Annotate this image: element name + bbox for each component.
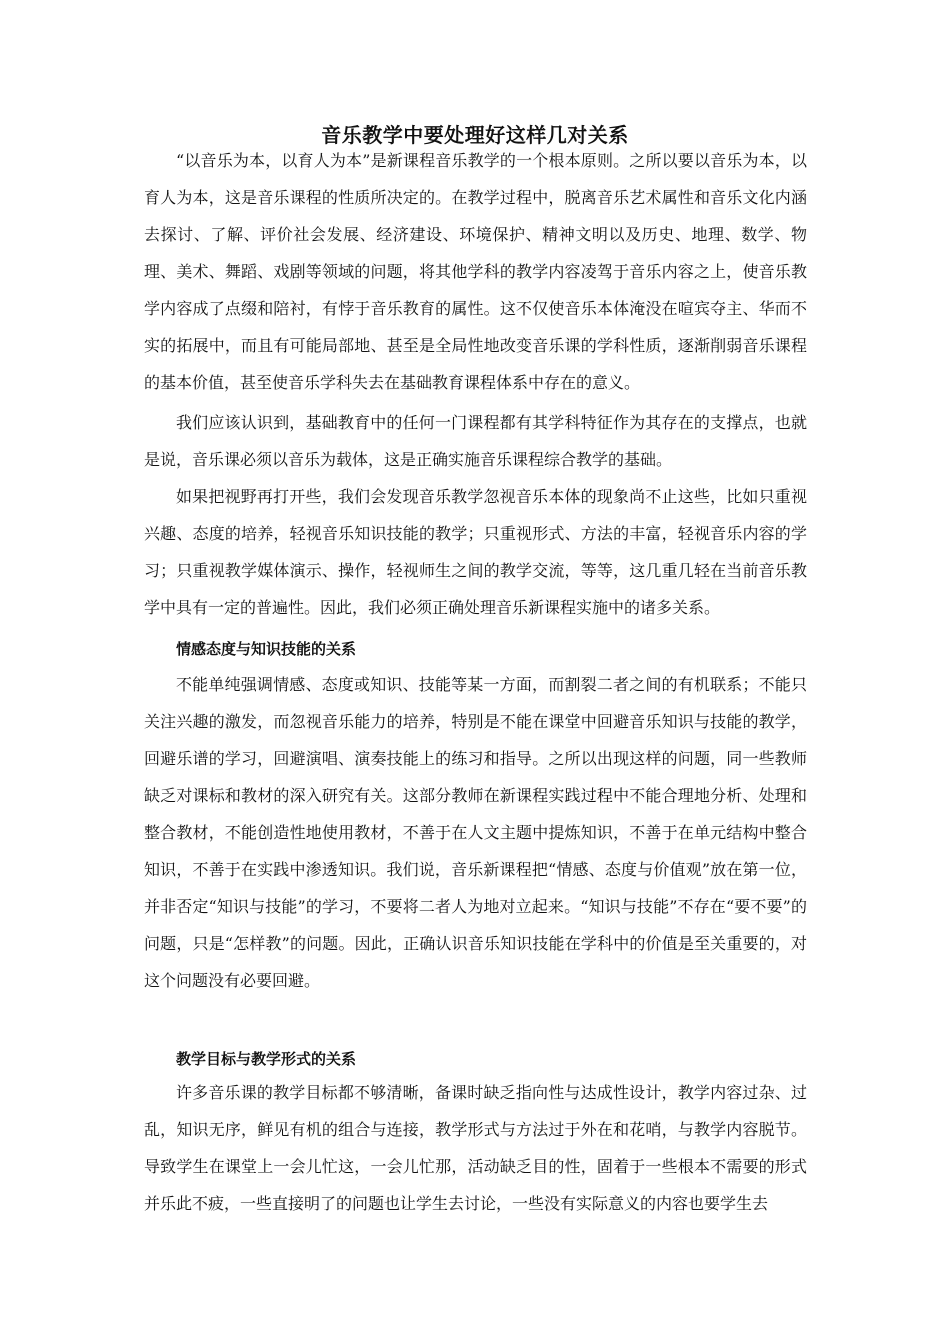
- intro-paragraph-2: 我们应该认识到，基础教育中的任何一门课程都有其学科特征作为其存在的支撑点，也就是说，音乐课必须以音乐为载体，这是正确实施音乐课程综合教学的基础。: [144, 413, 807, 469]
- document-title: 音乐教学中要处理好这样几对关系: [321, 123, 629, 147]
- intro-paragraph-1: “以音乐为本，以育人为本”是新课程音乐教学的一个根本原则。之所以要以音乐为本，以育人为本，这是音乐课程的性质所决定的。在教学过程中，脱离音乐艺术属性和音乐文化内涵去探讨、了解、评价社会发展、经济建设、环境保护、精神文明以及历史、地理、数学、物理、美术、舞蹈、戏剧等领域的问题，将其他学科的教学内容凌驾于音乐内容之上，使音乐教学内容成了点缀和陪衬，有悖于音乐教育的属性。这不仅使音乐本体淹没在喧宾夺主、华而不实的拓展中，而且有可能局部地、甚至是全局性地改变音乐课的学科性质，逐渐削弱音乐课程的基本价值，甚至使音乐学科失去在基础教育课程体系中存在的意义。: [144, 151, 807, 392]
- section-heading-emotion-skill: 情感态度与知识技能的关系: [176, 640, 357, 658]
- section-heading-goal-form: 教学目标与教学形式的关系: [176, 1050, 357, 1068]
- section-paragraph-goal-form: 许多音乐课的教学目标都不够清晰，备课时缺乏指向性与达成性设计，教学内容过杂、过乱，知识无序，鲜见有机的组合与连接，教学形式与方法过于外在和花哨，与教学内容脱节。导致学生在课堂上一会儿忙这，一会儿忙那，活动缺乏目的性，固着于一些根本不需要的形式并乐此不疲，一些直接明了的问题也让学生去讨论，一些没有实际意义的内容也要学生去: [144, 1083, 807, 1213]
- section-paragraph-emotion-skill: 不能单纯强调情感、态度或知识、技能等某一方面，而割裂二者之间的有机联系；不能只关注兴趣的激发，而忽视音乐能力的培养，特别是不能在课堂中回避音乐知识与技能的教学，回避乐谱的学习，回避演唱、演奏技能上的练习和指导。之所以出现这样的问题，同一些教师缺乏对课标和教材的深入研究有关。这部分教师在新课程实践过程中不能合理地分析、处理和整合教材，不能创造性地使用教材，不善于在人文主题中提炼知识，不善于在单元结构中整合知识，不善于在实践中渗透知识。我们说，音乐新课程把“情感、态度与价值观”放在第一位，并非否定“知识与技能”的学习，不要将二者人为地对立起来。“知识与技能”不存在“要不要”的问题，只是“怎样教”的问题。因此，正确认识音乐知识技能在学科中的价值是至关重要的，对这个问题没有必要回避。: [144, 675, 807, 990]
- intro-paragraph-3: 如果把视野再打开些，我们会发现音乐教学忽视音乐本体的现象尚不止这些，比如只重视兴趣、态度的培养，轻视音乐知识技能的教学；只重视形式、方法的丰富，轻视音乐内容的学习；只重视教学媒体演示、操作，轻视师生之间的教学交流，等等，这几重几轻在当前音乐教学中具有一定的普遍性。因此，我们必须正确处理音乐新课程实施中的诸多关系。: [144, 487, 807, 617]
